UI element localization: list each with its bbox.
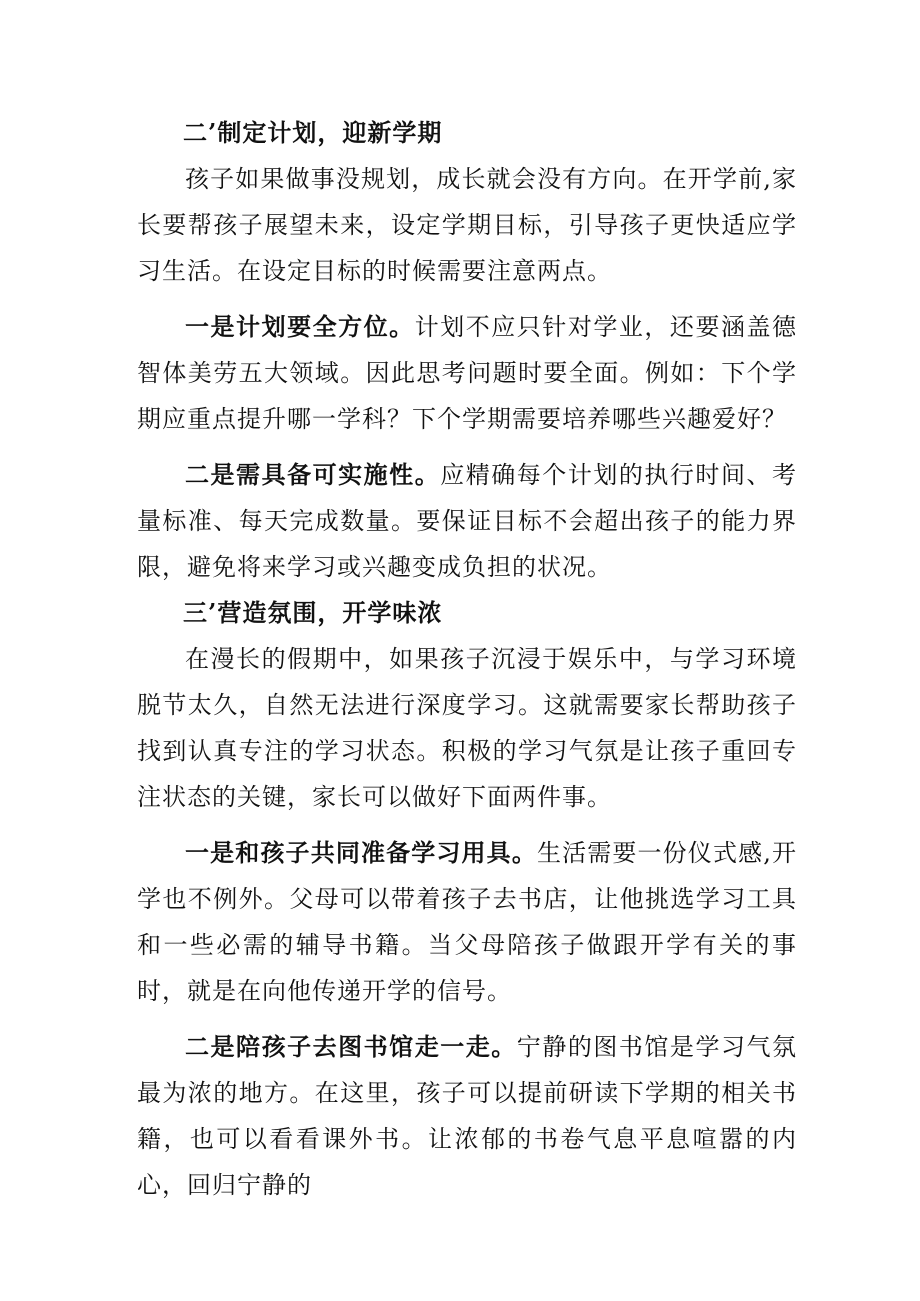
point-lead: 二是需具备可实施性。 xyxy=(185,460,441,489)
point-text: 生活需要一份仪式感,开学也不例外。父母可以带着孩子去书店，让他挑选学习工具和一些必需的辅导书籍。当父母陪孩子做跟开学有关的事时，就是在向他传递开学的信号。 xyxy=(137,839,797,1005)
point-text: 宁静的图书馆是学习气氛最为浓的地方。在这里，孩子可以提前研读下学期的相关书籍，也可以看看课外书。让浓郁的书卷气息平息喧嚣的内心，回归宁静的 xyxy=(137,1033,798,1199)
section-heading-plan: 二’制定计划，迎新学期 xyxy=(183,118,443,147)
section-heading-atmosphere: 三’营造氛围，开学味浓 xyxy=(183,598,443,627)
paragraph-atmosphere-point-1 xyxy=(137,830,797,1014)
paragraph-plan-point-2 xyxy=(137,452,797,590)
point-lead: 二是陪孩子去图书馆走一走。 xyxy=(185,1032,517,1061)
point-text: 计划不应只针对学业，还要涵盖德智体美劳五大领域。因此思考问题时要全面。例如：下个学期应重点提升哪一学科？下个学期需要培养哪些兴趣爱好？ xyxy=(137,313,798,433)
paragraph-plan-point-1 xyxy=(137,304,797,442)
point-text: 应精确每个计划的执行时间、考量标准、每天完成数量。要保证目标不会超出孩子的能力界限，避免将来学习或兴趣变成负担的状况。 xyxy=(137,461,798,581)
point-lead: 一是和孩子共同准备学习用具。 xyxy=(185,838,537,867)
paragraph-atmosphere-intro: 在漫长的假期中，如果孩子沉浸于娱乐中，与学习环境脱节太久，自然无法进行深度学习。这就需要家长帮助孩子找到认真专注的学习状态。积极的学习气氛是让孩子重回专注状态的关键，家长可以做好下面两件事。 xyxy=(137,645,797,811)
paragraph-plan-intro: 孩子如果做事没规划，成长就会没有方向。在开学前,家长要帮孩子展望未来，设定学期目标，引导孩子更快适应学习生活。在设定目标的时候需要注意两点。 xyxy=(137,165,797,285)
paragraph-atmosphere-point-2 xyxy=(137,1024,797,1208)
document-body xyxy=(137,110,797,1208)
point-lead: 一是计划要全方位。 xyxy=(185,312,415,341)
